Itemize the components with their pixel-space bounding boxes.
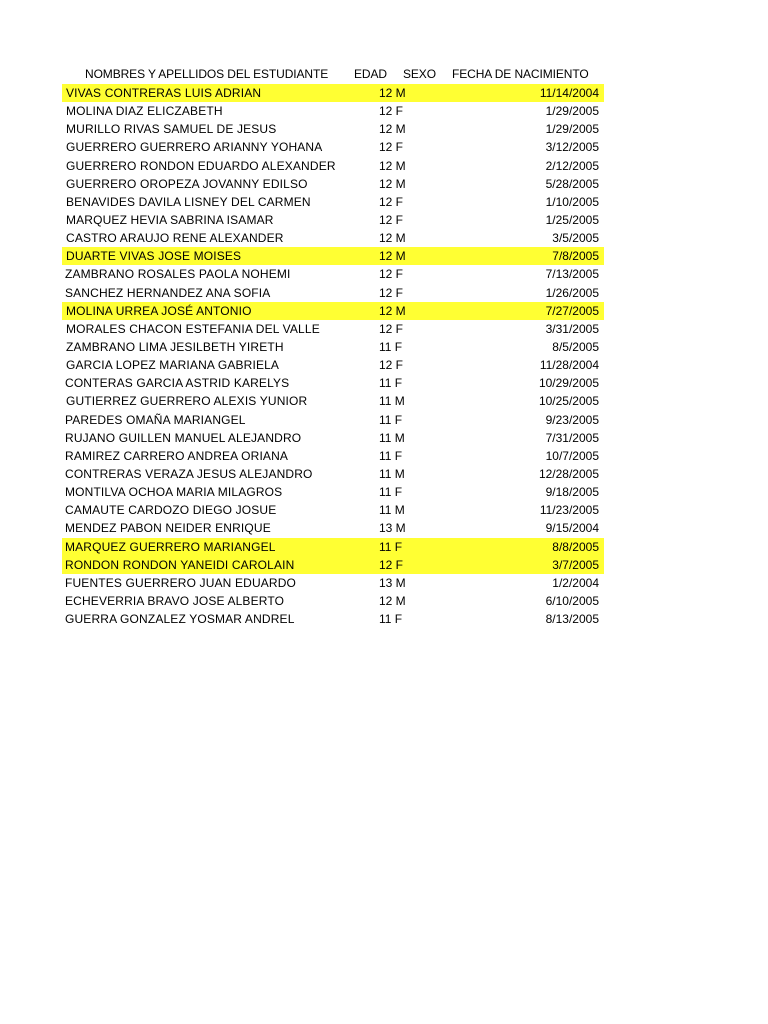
table-row	[62, 211, 604, 229]
student-name: BENAVIDES DAVILA LISNEY DEL CARMEN	[66, 194, 311, 209]
student-age-sex: 12 F	[379, 557, 404, 572]
student-age-sex: 11 F	[379, 339, 403, 354]
student-dob: 10/29/2005	[538, 376, 599, 391]
student-age-sex: 12 M	[379, 86, 406, 100]
student-name: CASTRO ARAUJO RENE ALEXANDER	[66, 231, 284, 246]
header-age: EDAD	[354, 67, 387, 81]
student-dob: 11/28/2004	[539, 358, 599, 373]
student-age-sex: 11 F	[379, 612, 403, 627]
table-body	[62, 84, 604, 628]
student-age-sex: 12 M	[379, 231, 406, 246]
student-dob: 9/15/2004	[545, 521, 599, 536]
student-name: GUTIERREZ GUERRERO ALEXIS YUNIOR	[66, 394, 308, 409]
student-dob: 1/26/2005	[545, 285, 599, 300]
student-name: MOLINA URREA JOSÉ ANTONIO	[66, 303, 252, 318]
student-name: MOLINA DIAZ ELICZABETH	[66, 104, 223, 119]
student-name: RUJANO GUILLEN MANUEL ALEJANDRO	[65, 430, 302, 445]
student-name: CONTRERAS VERAZA JESUS ALEJANDRO	[65, 466, 313, 481]
student-dob: 6/10/2005	[545, 593, 599, 608]
student-dob: 8/13/2005	[545, 612, 599, 627]
table-row	[62, 265, 604, 283]
student-age-sex: 12 M	[379, 158, 406, 173]
table-row	[62, 483, 604, 501]
student-age-sex: 11 M	[379, 394, 405, 409]
table-row	[62, 447, 604, 465]
table-row	[62, 392, 604, 410]
student-dob: 7/31/2005	[545, 430, 599, 445]
table-row	[62, 320, 604, 338]
student-name: MENDEZ PABON NEIDER ENRIQUE	[65, 521, 271, 536]
student-age-sex: 11 M	[379, 430, 405, 445]
student-dob: 1/29/2005	[545, 104, 599, 119]
student-name: MONTILVA OCHOA MARIA MILAGROS	[65, 485, 283, 500]
student-dob: 1/2/2004	[552, 575, 599, 590]
student-age-sex: 11 M	[379, 466, 405, 481]
student-name: DUARTE VIVAS JOSE MOISES	[66, 249, 242, 264]
student-dob: 8/5/2005	[552, 339, 599, 354]
student-name: RONDON RONDON YANEIDI CAROLAIN	[65, 557, 295, 572]
header-sex: SEXO	[403, 67, 436, 81]
student-dob: 7/27/2005	[545, 303, 599, 318]
student-name: MORALES CHACON ESTEFANIA DEL VALLE	[66, 321, 320, 336]
table-row	[62, 120, 604, 138]
table-row	[62, 374, 604, 392]
student-name: PAREDES OMAÑA MARIANGEL	[65, 412, 246, 427]
table-row	[62, 138, 604, 156]
student-table	[62, 66, 604, 628]
student-name: GUERRERO OROPEZA JOVANNY EDILSO	[66, 176, 308, 191]
student-dob: 7/8/2005	[552, 249, 599, 264]
table-row	[62, 84, 604, 102]
student-name: GUERRERO GUERRERO ARIANNY YOHANA	[66, 140, 323, 155]
table-row	[62, 519, 604, 537]
student-name: GARCIA LOPEZ MARIANA GABRIELA	[66, 358, 280, 373]
student-dob: 12/28/2005	[538, 466, 599, 481]
student-dob: 5/28/2005	[545, 176, 599, 191]
student-dob: 11/23/2005	[539, 503, 599, 518]
student-name: ZAMBRANO LIMA JESILBETH YIRETH	[66, 339, 284, 354]
student-name: MARQUEZ HEVIA SABRINA ISAMAR	[66, 212, 274, 227]
student-dob: 1/25/2005	[545, 212, 599, 227]
student-dob: 1/10/2005	[545, 194, 599, 209]
student-age-sex: 12 F	[379, 104, 404, 119]
student-age-sex: 12 M	[379, 249, 406, 264]
student-dob: 10/25/2005	[538, 394, 599, 409]
table-row	[62, 465, 604, 483]
student-age-sex: 11 F	[379, 539, 403, 554]
student-name: CAMAUTE CARDOZO DIEGO JOSUE	[65, 503, 277, 518]
student-name: GUERRERO RONDON EDUARDO ALEXANDER	[66, 158, 336, 173]
table-row	[62, 592, 604, 610]
student-dob: 2/12/2005	[545, 158, 599, 173]
student-dob: 3/7/2005	[552, 557, 599, 572]
student-age-sex: 13 M	[379, 575, 406, 590]
student-dob: 1/29/2005	[545, 122, 599, 137]
student-age-sex: 12 M	[379, 303, 406, 318]
student-dob: 9/23/2005	[545, 412, 599, 427]
table-row	[62, 411, 604, 429]
student-age-sex: 11 M	[379, 503, 405, 518]
student-name: CONTERAS GARCIA ASTRID KARELYS	[65, 376, 290, 391]
student-age-sex: 12 F	[379, 212, 404, 227]
student-dob: 7/13/2005	[545, 267, 599, 282]
student-dob: 9/18/2005	[545, 485, 599, 500]
table-row	[62, 175, 604, 193]
student-dob: 3/12/2005	[545, 140, 599, 155]
student-dob: 3/5/2005	[552, 231, 599, 246]
student-age-sex: 12 F	[379, 194, 404, 209]
table-header	[62, 66, 604, 83]
table-row	[62, 574, 604, 592]
table-row	[62, 229, 604, 247]
table-row	[62, 501, 604, 519]
student-dob: 3/31/2005	[545, 321, 599, 336]
student-age-sex: 11 F	[379, 376, 403, 391]
table-row	[62, 538, 604, 556]
student-dob: 10/7/2005	[545, 448, 599, 463]
student-dob: 8/8/2005	[552, 539, 599, 554]
student-age-sex: 11 F	[379, 485, 403, 500]
student-name: GUERRA GONZALEZ YOSMAR ANDREL	[65, 612, 295, 627]
student-dob: 11/14/2004	[539, 86, 599, 100]
table-row	[62, 429, 604, 447]
table-row	[62, 338, 604, 356]
student-name: VIVAS CONTRERAS LUIS ADRIAN	[66, 86, 262, 100]
student-age-sex: 12 M	[379, 176, 406, 191]
student-age-sex: 11 F	[379, 448, 403, 463]
table-row	[62, 356, 604, 374]
student-age-sex: 12 F	[379, 267, 404, 282]
student-name: FUENTES GUERRERO JUAN EDUARDO	[65, 575, 297, 590]
student-age-sex: 12 F	[379, 140, 404, 155]
student-name: MARQUEZ GUERRERO MARIANGEL	[65, 539, 276, 554]
student-age-sex: 12 M	[379, 122, 406, 137]
table-row	[62, 157, 604, 175]
header-dob: FECHA DE NACIMIENTO	[452, 67, 589, 81]
student-age-sex: 11 F	[379, 412, 403, 427]
student-name: ZAMBRANO ROSALES PAOLA NOHEMI	[65, 267, 291, 282]
table-row	[62, 610, 604, 628]
table-row	[62, 556, 604, 574]
student-name: SANCHEZ HERNANDEZ ANA SOFIA	[65, 285, 271, 300]
table-row	[62, 102, 604, 120]
student-age-sex: 12 F	[379, 358, 404, 373]
student-age-sex: 12 F	[379, 285, 404, 300]
student-age-sex: 13 M	[379, 521, 406, 536]
table-row	[62, 247, 604, 265]
student-name: ECHEVERRIA BRAVO JOSE ALBERTO	[65, 593, 285, 608]
table-row	[62, 302, 604, 320]
student-age-sex: 12 M	[379, 593, 406, 608]
table-row	[62, 193, 604, 211]
student-age-sex: 12 F	[379, 321, 404, 336]
student-name: RAMIREZ CARRERO ANDREA ORIANA	[65, 448, 289, 463]
table-row	[62, 284, 604, 302]
student-name: MURILLO RIVAS SAMUEL DE JESUS	[66, 122, 277, 137]
header-name: NOMBRES Y APELLIDOS DEL ESTUDIANTE	[85, 67, 329, 81]
